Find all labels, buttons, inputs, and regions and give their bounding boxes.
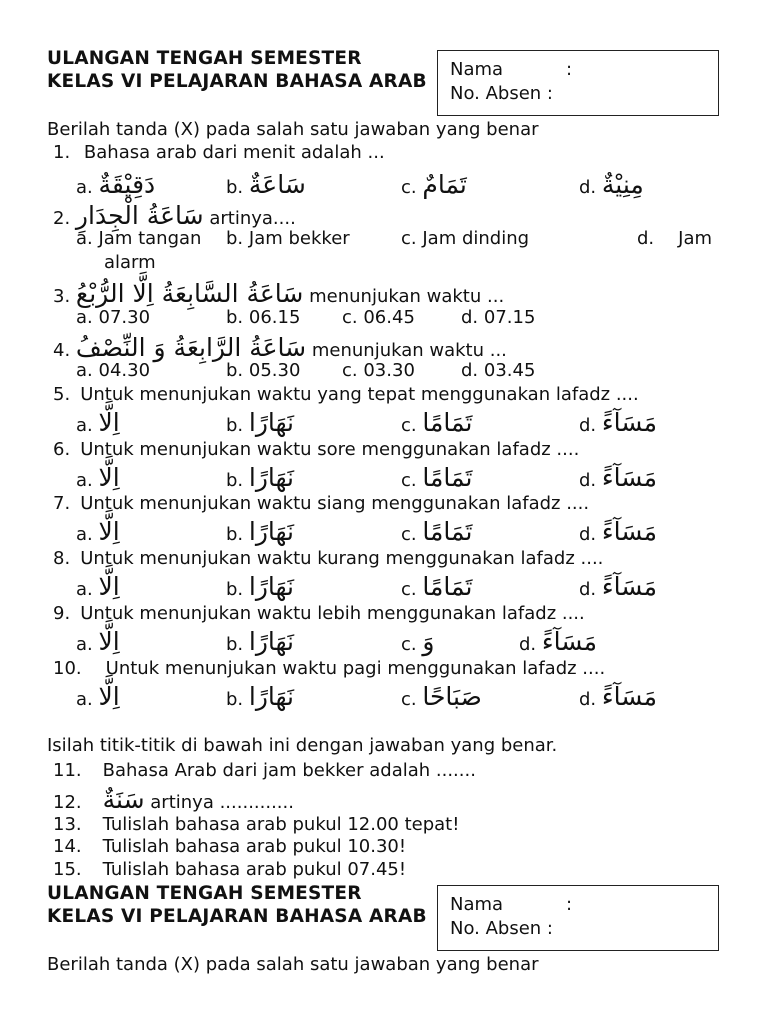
option-text: مَسَآءً <box>601 463 657 492</box>
question-text: Untuk menunjukan waktu kurang menggunakan lafadz .... <box>80 548 604 569</box>
option-text: نَهَارًا <box>248 408 295 437</box>
instruction-multiple-choice-copy: Berilah tanda (X) pada salah satu jawaban yang benar <box>47 954 539 975</box>
option-letter: a. <box>76 689 93 710</box>
essay-text: Tulislah bahasa arab pukul 10.30! <box>102 836 407 857</box>
q9-option-c[interactable] <box>401 629 434 654</box>
essay-13 <box>53 816 459 834</box>
option-text: سَاعَةٌ <box>248 170 306 199</box>
q5-option-a[interactable] <box>76 410 120 435</box>
option-letter: d. <box>579 415 597 436</box>
q8-option-b[interactable] <box>226 574 294 599</box>
q3-option-a[interactable] <box>76 309 150 327</box>
question-text: Untuk menunjukan waktu sore menggunakan lafadz .... <box>80 439 580 460</box>
essay-12 <box>53 787 294 812</box>
q8-option-a[interactable] <box>76 574 120 599</box>
exam-title-line1: ULANGAN TENGAH SEMESTER <box>47 48 362 69</box>
question-9 <box>53 605 585 623</box>
option-text: 07.30 <box>98 307 151 328</box>
essay-number: 11. <box>53 760 82 781</box>
option-text: 03.30 <box>363 360 415 381</box>
option-letter: d. <box>579 579 597 600</box>
q10-option-c[interactable] <box>401 684 482 709</box>
q4-option-b[interactable] <box>226 362 300 380</box>
option-text: مَسَآءً <box>601 682 657 711</box>
option-letter: b. <box>226 307 244 328</box>
option-text: Jam dinding <box>422 228 530 249</box>
option-text: اِلَّا <box>98 408 120 437</box>
q1-option-c[interactable] <box>401 172 467 197</box>
absen-label: No. Absen : <box>450 918 553 939</box>
q10-option-d[interactable] <box>579 684 657 709</box>
q5-option-d[interactable] <box>579 410 657 435</box>
q3-option-b[interactable] <box>226 309 300 327</box>
option-text: تَمَامًا <box>422 572 473 601</box>
essay-15 <box>53 861 406 879</box>
q9-option-b[interactable] <box>226 629 294 654</box>
option-text: تَمَامٌ <box>422 170 467 199</box>
question-text: Untuk menunjukan waktu yang tepat menggunakan lafadz .... <box>80 384 639 405</box>
option-letter: a. <box>76 415 93 436</box>
q4-option-c[interactable] <box>342 362 415 380</box>
nama-line <box>450 59 573 80</box>
option-letter: b. <box>226 470 244 491</box>
option-text: مِنِيْةٌ <box>601 170 644 199</box>
essay-number: 13. <box>53 814 82 835</box>
absen-label: No. Absen : <box>450 83 553 104</box>
option-letter: d. <box>461 307 479 328</box>
option-letter: a. <box>76 470 93 491</box>
essay-text: Bahasa Arab dari jam bekker adalah ....... <box>102 760 476 781</box>
option-text: 06.45 <box>363 307 415 328</box>
q10-option-b[interactable] <box>226 684 294 709</box>
essay-14 <box>53 838 406 856</box>
nama-colon: : <box>566 894 573 915</box>
q4-option-d[interactable] <box>461 362 535 380</box>
option-text: تَمَامًا <box>422 517 473 546</box>
instruction-multiple-choice: Berilah tanda (X) pada salah satu jawaban yang benar <box>47 119 539 140</box>
nama-colon: : <box>566 59 573 80</box>
q7-option-a[interactable] <box>76 519 120 544</box>
question-number: 8. <box>53 548 71 569</box>
option-text: اِلَّا <box>98 682 120 711</box>
essay-number: 14. <box>53 836 82 857</box>
q6-option-d[interactable] <box>579 465 657 490</box>
question-number: 9. <box>53 603 71 624</box>
option-letter: c. <box>401 415 417 436</box>
option-text: اِلَّا <box>98 627 120 656</box>
option-letter: b. <box>226 524 244 545</box>
q7-option-d[interactable] <box>579 519 657 544</box>
q1-option-d[interactable] <box>579 172 644 197</box>
q2-option-b[interactable] <box>226 230 350 248</box>
q5-option-b[interactable] <box>226 410 294 435</box>
question-2 <box>53 203 296 228</box>
q1-option-b[interactable] <box>226 172 306 197</box>
q6-option-b[interactable] <box>226 465 294 490</box>
option-text: نَهَارًا <box>248 572 295 601</box>
essay-text: Tulislah bahasa arab pukul 12.00 tepat! <box>102 814 460 835</box>
option-text: نَهَارًا <box>248 627 295 656</box>
option-letter: d. <box>461 360 479 381</box>
option-text: صَبَاحًا <box>422 682 482 711</box>
option-letter: a. <box>76 228 93 249</box>
option-letter: a. <box>76 360 93 381</box>
option-letter: d. <box>579 470 597 491</box>
option-letter: a. <box>76 524 93 545</box>
essay-text: Tulislah bahasa arab pukul 07.45! <box>102 859 407 880</box>
question-8 <box>53 550 603 568</box>
option-text: مَسَآءً <box>601 408 657 437</box>
option-letter: c. <box>401 177 417 198</box>
option-letter: d. <box>579 177 597 198</box>
question-text: Untuk menunjukan waktu lebih menggunakan lafadz .... <box>80 603 585 624</box>
question-number: 4. <box>53 340 71 361</box>
question-3 <box>53 281 504 306</box>
question-text: Bahasa arab dari menit adalah ... <box>83 142 385 163</box>
q9-option-d[interactable] <box>519 629 597 654</box>
q8-option-d[interactable] <box>579 574 657 599</box>
option-text: نَهَارًا <box>248 517 295 546</box>
q9-option-a[interactable] <box>76 629 120 654</box>
student-info-box <box>437 50 719 116</box>
option-letter: c. <box>342 307 358 328</box>
option-letter: d. <box>579 524 597 545</box>
option-text: 07.15 <box>483 307 536 328</box>
essay-11 <box>53 762 476 780</box>
option-letter: c. <box>401 579 417 600</box>
instruction-essay: Isilah titik-titik di bawah ini dengan jawaban yang benar. <box>47 735 558 756</box>
q4-option-a[interactable] <box>76 362 150 380</box>
option-text: دَقِيْقَةٌ <box>98 170 156 199</box>
question-text: Untuk menunjukan waktu siang menggunakan lafadz .... <box>80 493 590 514</box>
option-letter: b. <box>226 415 244 436</box>
option-letter: d. <box>519 634 537 655</box>
question-number: 3. <box>53 286 71 307</box>
option-text: تَمَامًا <box>422 463 473 492</box>
question-number: 1. <box>53 142 71 163</box>
option-letter: b. <box>226 579 244 600</box>
option-letter: d. <box>637 228 655 249</box>
question-arabic: سَاعَةُ السَّابِعَةُ اِلَّا الرُّبْعُ <box>75 279 304 308</box>
question-text: artinya.... <box>209 208 296 229</box>
q7-option-c[interactable] <box>401 519 472 544</box>
option-text: مَسَآءً <box>601 572 657 601</box>
option-text: وَ <box>422 627 435 656</box>
question-7 <box>53 495 589 513</box>
option-text: 06.15 <box>248 307 301 328</box>
option-letter: a. <box>76 307 93 328</box>
question-number: 7. <box>53 493 71 514</box>
question-10 <box>53 660 605 678</box>
option-text: Jam tangan <box>98 228 202 249</box>
exam-title-line1-copy: ULANGAN TENGAH SEMESTER <box>47 883 362 904</box>
option-text: مَسَآءً <box>601 517 657 546</box>
nama-label: Nama <box>450 59 504 80</box>
option-letter: c. <box>401 470 417 491</box>
question-number: 5. <box>53 384 71 405</box>
option-letter: c. <box>401 524 417 545</box>
option-letter: b. <box>226 689 244 710</box>
question-5 <box>53 386 639 404</box>
q10-option-a[interactable] <box>76 684 120 709</box>
student-info-box-copy <box>437 885 719 951</box>
option-letter: c. <box>401 634 417 655</box>
question-text: menunjukan waktu ... <box>311 340 507 361</box>
q2-option-a[interactable] <box>76 230 201 248</box>
q1-option-a[interactable] <box>76 172 155 197</box>
essay-text: artinya ............. <box>150 792 294 813</box>
question-text: Untuk menunjukan waktu pagi menggunakan lafadz .... <box>105 658 606 679</box>
option-text: اِلَّا <box>98 517 120 546</box>
option-letter: b. <box>226 634 244 655</box>
question-4 <box>53 335 507 360</box>
question-1 <box>53 144 385 162</box>
option-letter: c. <box>401 689 417 710</box>
q2-option-d[interactable] <box>637 230 712 248</box>
option-letter: d. <box>579 689 597 710</box>
q7-option-b[interactable] <box>226 519 294 544</box>
q6-option-c[interactable] <box>401 465 472 490</box>
q2-option-c[interactable] <box>401 230 529 248</box>
exam-title-line2: KELAS VI PELAJARAN BAHASA ARAB <box>47 71 427 92</box>
essay-arabic: سَنَةٌ <box>102 785 145 814</box>
question-number: 2. <box>53 208 71 229</box>
q8-option-c[interactable] <box>401 574 472 599</box>
option-text: Jam bekker <box>248 228 350 249</box>
option-text: 05.30 <box>248 360 301 381</box>
option-letter: b. <box>226 228 244 249</box>
exam-title-line2-copy: KELAS VI PELAJARAN BAHASA ARAB <box>47 906 427 927</box>
option-letter: b. <box>226 360 244 381</box>
question-arabic: سَاعَةُ الرَّابِعَةُ وَ النِّصْفُ <box>75 333 307 362</box>
nama-label: Nama <box>450 894 504 915</box>
option-text: 04.30 <box>98 360 151 381</box>
q3-option-c[interactable] <box>342 309 415 327</box>
option-text: نَهَارًا <box>248 682 295 711</box>
option-text: تَمَامًا <box>422 408 473 437</box>
option-letter: a. <box>76 579 93 600</box>
option-letter: a. <box>76 634 93 655</box>
option-text: مَسَآءً <box>541 627 597 656</box>
q2-option-d-wrap: alarm <box>104 252 156 273</box>
q3-option-d[interactable] <box>461 309 535 327</box>
q5-option-c[interactable] <box>401 410 472 435</box>
essay-number: 12. <box>53 792 82 813</box>
option-letter: c. <box>401 228 417 249</box>
question-6 <box>53 441 579 459</box>
question-arabic: سَاعَةُ الْجِدَارِ <box>75 201 204 230</box>
option-text: اِلَّا <box>98 572 120 601</box>
option-text: اِلَّا <box>98 463 120 492</box>
essay-number: 15. <box>53 859 82 880</box>
option-text: 03.45 <box>483 360 536 381</box>
option-text: Jam <box>678 228 713 249</box>
option-text: نَهَارًا <box>248 463 295 492</box>
question-number: 10. <box>53 658 82 679</box>
option-letter: a. <box>76 177 93 198</box>
question-text: menunjukan waktu ... <box>309 286 505 307</box>
q6-option-a[interactable] <box>76 465 120 490</box>
option-letter: c. <box>342 360 358 381</box>
question-number: 6. <box>53 439 71 460</box>
nama-line <box>450 894 573 915</box>
option-letter: b. <box>226 177 244 198</box>
